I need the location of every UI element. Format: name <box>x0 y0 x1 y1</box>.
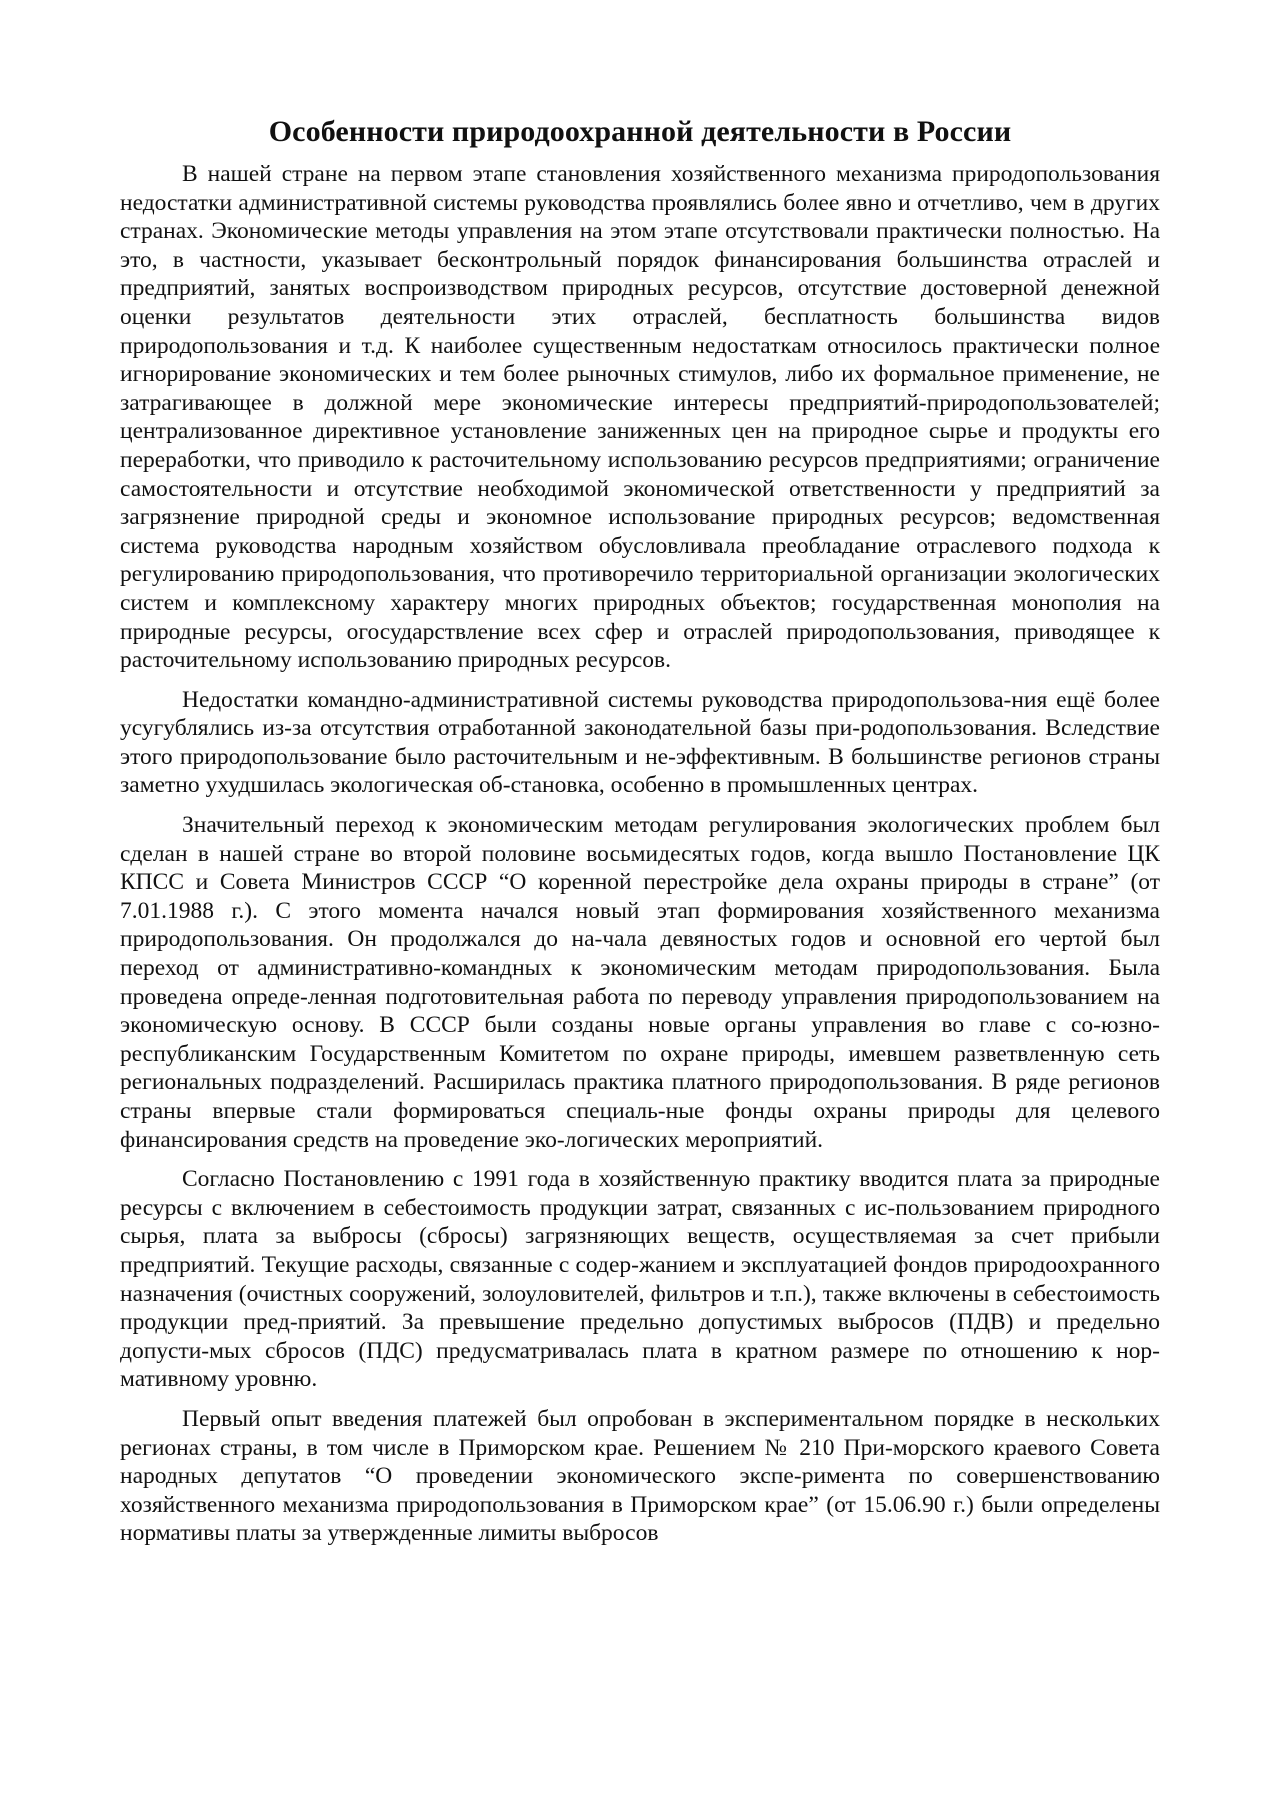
paragraph-2: Недостатки командно-административной системы руководства природопользова-ния ещё более усугублялись из-за отсутствия отработанной законодательной базы при-родопользования. Вследствие этого природопользование было расточительным и не-эффективным. В большинстве регионов страны заметно ухудшилась экологическая об-становка, особенно в промышленных центрах. <box>120 686 1160 799</box>
paragraph-1: В нашей стране на первом этапе становления хозяйственного механизма природопользования недостатки административной системы руководства проявлялись более явно и отчетливо, чем в других странах. Экономические методы управления на этом этапе отсутствовали практически полностью. На это, в частности, указывает бесконтрольный порядок финансирования большинства отраслей и предприятий, занятых воспроизводством природных ресурсов, отсутствие достоверной денежной оценки результатов деятельности этих отраслей, бесплатность большинства видов природопользования и т.д. К наиболее существенным недостаткам относилось практически полное игнорирование экономических и тем более рыночных стимулов, либо их формальное применение, не затрагивающее в должной мере экономические интересы предприятий-природопользователей; централизованное директивное установление заниженных цен на природное сырье и продукты его переработки, что приводило к расточительному использованию ресурсов предприятиями; ограничение самостоятельности и отсутствие необходимой экономической ответственности у предприятий за загрязнение природной среды и экономное использование природных ресурсов; ведомственная система руководства народным хозяйством обусловливала преобладание отраслевого подхода к регулированию природопользования, что противоречило территориальной организации экологических систем и комплексному характеру многих природных объектов; государственная монополия на природные ресурсы, огосударствление всех сфер и отраслей природопользования, приводящее к расточительному использованию природных ресурсов. <box>120 161 1160 674</box>
document-page <box>120 114 1160 1559</box>
paragraph-4: Согласно Постановлению с 1991 года в хозяйственную практику вводится плата за природные ресурсы с включением в себестоимость продукции затрат, связанных с ис-пользованием природного сырья, плата за выбросы (сбросы) загрязняющих веществ, осуществляемая за счет прибыли предприятий. Текущие расходы, связанные с содер-жанием и эксплуатацией фондов природоохранного назначения (очистных сооружений, золоуловителей, фильтров и т.п.), также включены в себестоимость продукции пред-приятий. За превышение предельно допустимых выбросов (ПДВ) и предельно допусти-мых сбросов (ПДС) предусматривалась плата в кратном размере по отношению к нор-мативному уровню. <box>120 1166 1160 1393</box>
paragraph-5: Первый опыт введения платежей был опробован в экспериментальном порядке в нескольких регионах страны, в том числе в Приморском крае. Решением № 210 При-морского краевого Совета народных депутатов “О проведении экономического экспе-римента по совершенствованию хозяйственного механизма природопользования в Приморском крае” (от 15.06.90 г.) были определены нормативы платы за утвержденные лимиты выбросов <box>120 1405 1160 1547</box>
paragraph-3: Значительный переход к экономическим методам регулирования экологических проблем был сделан в нашей стране во второй половине восьмидесятых годов, когда вышло Постановление ЦК КПСС и Совета Министров СССР “О коренной перестройке дела охраны природы в стране” (от 7.01.1988 г.). С этого момента начался новый этап формирования хозяйственного механизма природопользования. Он продолжался до на-чала девяностых годов и основной его чертой был переход от административно-командных к экономическим методам природопользования. Была проведена опреде-ленная подготовительная работа по переводу управления природопользованием на экономическую основу. В СССР были созданы новые органы управления во главе с со-юзно-республиканским Государственным Комитетом по охране природы, имевшем разветвленную сеть региональных подразделений. Расширилась практика платного природопользования. В ряде регионов страны впервые стали формироваться специаль-ные фонды охраны природы для целевого финансирования средств на проведение эко-логических мероприятий. <box>120 812 1160 1153</box>
document-title: Особенности природоохранной деятельности в России <box>268 115 1012 148</box>
